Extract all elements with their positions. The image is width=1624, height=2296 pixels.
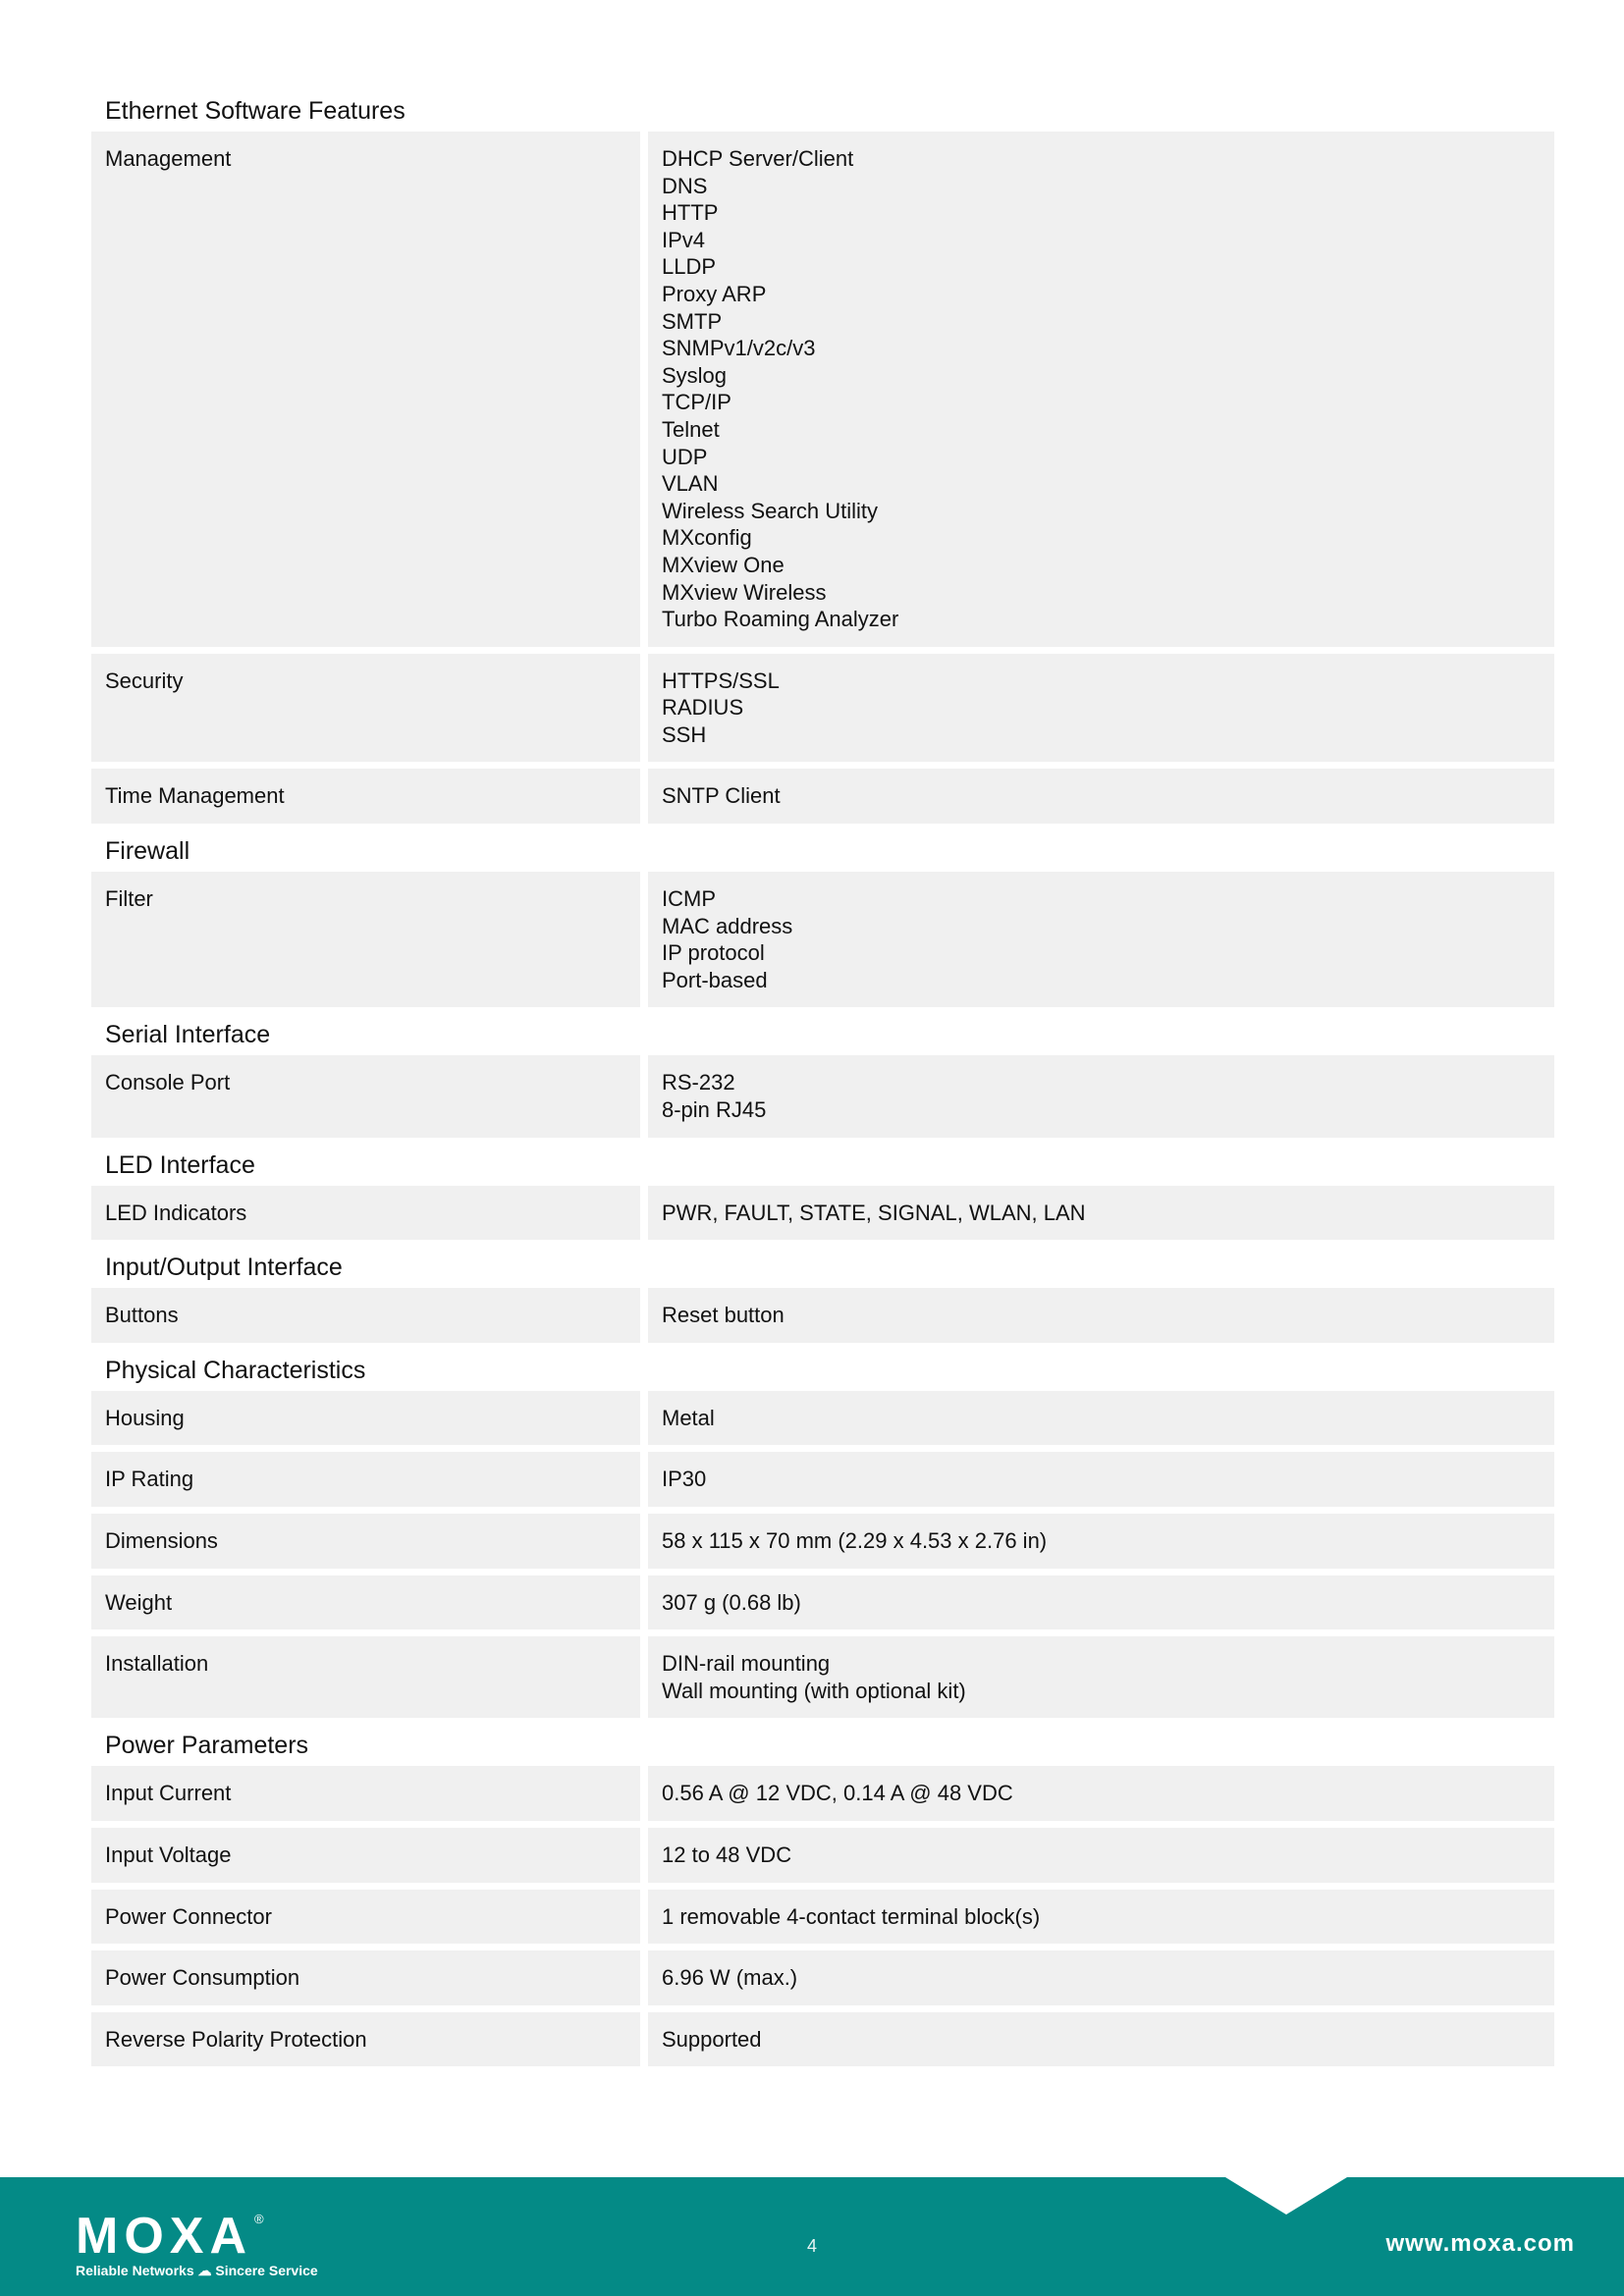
spec-row <box>91 654 1554 763</box>
spec-value <box>648 1288 1554 1343</box>
spec-value <box>648 1575 1554 1630</box>
spec-row <box>91 132 1554 647</box>
spec-row <box>91 1636 1554 1718</box>
spec-value-line: PWR, FAULT, STATE, SIGNAL, WLAN, LAN <box>662 1200 1086 1225</box>
page-footer <box>0 2177 1624 2296</box>
spec-value <box>648 769 1554 824</box>
spec-value-line: SNMPv1/v2c/v3 <box>662 336 816 361</box>
spec-label: Input Current <box>91 1766 640 1821</box>
spec-label: Management <box>91 132 640 647</box>
spec-row <box>91 872 1554 1007</box>
spec-row <box>91 1890 1554 1945</box>
website-link[interactable]: www.moxa.com <box>1385 2230 1575 2257</box>
spec-value-line: DHCP Server/Client <box>662 146 854 171</box>
spec-row <box>91 1950 1554 2005</box>
spec-label: Dimensions <box>91 1514 640 1569</box>
logo-wordmark: MOXA <box>76 2208 252 2265</box>
page-number: 4 <box>806 2236 817 2256</box>
spec-value-line: DNS <box>662 173 708 198</box>
spec-value <box>648 1950 1554 2005</box>
spec-value <box>648 2012 1554 2067</box>
spec-value-line: HTTPS/SSL <box>662 667 780 693</box>
spec-value-line: Turbo Roaming Analyzer <box>662 607 899 632</box>
spec-value-line: Reset button <box>662 1303 785 1328</box>
spec-label: Console Port <box>91 1055 640 1137</box>
spec-row <box>91 1391 1554 1446</box>
spec-value-line: UDP <box>662 444 708 469</box>
spec-value-line: LLDP <box>662 254 717 280</box>
spec-value-line: MAC address <box>662 913 793 938</box>
spec-label: Installation <box>91 1636 640 1718</box>
spec-value-line: DIN-rail mounting <box>662 1651 831 1677</box>
spec-value-line: Wireless Search Utility <box>662 498 879 523</box>
spec-value-line: RS-232 <box>662 1070 735 1095</box>
footer-notch <box>1225 2177 1347 2215</box>
spec-value-line: Telnet <box>662 416 720 442</box>
spec-label: Power Consumption <box>91 1950 640 2005</box>
moxa-logo <box>76 2208 318 2279</box>
spec-value <box>648 872 1554 1007</box>
spec-row <box>91 1766 1554 1821</box>
spec-value-line: IP30 <box>662 1467 707 1492</box>
section-title: Power Parameters <box>105 1732 309 1760</box>
spec-value-line: Metal <box>662 1405 715 1430</box>
spec-value <box>648 1186 1554 1241</box>
spec-row <box>91 769 1554 824</box>
spec-value <box>648 1452 1554 1507</box>
spec-value-line: SSH <box>662 721 707 747</box>
spec-label: Buttons <box>91 1288 640 1343</box>
spec-value-line: 307 g (0.68 lb) <box>662 1589 801 1615</box>
spec-value-line: MXconfig <box>662 525 752 551</box>
spec-value <box>648 1766 1554 1821</box>
spec-value-line: 0.56 A @ 12 VDC, 0.14 A @ 48 VDC <box>662 1781 1013 1806</box>
spec-label: Filter <box>91 872 640 1007</box>
spec-value-line: Supported <box>662 2026 762 2052</box>
spec-row <box>91 1452 1554 1507</box>
spec-value-line: 58 x 115 x 70 mm (2.29 x 4.53 x 2.76 in) <box>662 1528 1048 1553</box>
spec-row <box>91 2012 1554 2067</box>
spec-value <box>648 1391 1554 1446</box>
spec-row <box>91 1288 1554 1343</box>
spec-value-line: IPv4 <box>662 227 706 252</box>
spec-value-line: Port-based <box>662 967 768 992</box>
spec-label: Reverse Polarity Protection <box>91 2012 640 2067</box>
spec-row <box>91 1514 1554 1569</box>
spec-row <box>91 1186 1554 1241</box>
spec-value-line: HTTP <box>662 200 719 226</box>
section-title: Input/Output Interface <box>105 1254 343 1282</box>
spec-value <box>648 1514 1554 1569</box>
section-title: Physical Characteristics <box>105 1356 366 1384</box>
spec-value-line: 1 removable 4-contact terminal block(s) <box>662 1903 1041 1929</box>
spec-label: Power Connector <box>91 1890 640 1945</box>
spec-value <box>648 132 1554 647</box>
spec-value-line: 8-pin RJ45 <box>662 1097 767 1123</box>
logo-tagline: Reliable Networks ☁ Sincere Service <box>76 2263 318 2278</box>
logo-registered-mark: ® <box>254 2212 264 2226</box>
spec-value <box>648 1890 1554 1945</box>
spec-value-line: 6.96 W (max.) <box>662 1965 798 1991</box>
section-title: Serial Interface <box>105 1021 271 1049</box>
spec-label: Weight <box>91 1575 640 1630</box>
spec-label: Input Voltage <box>91 1828 640 1883</box>
spec-label: IP Rating <box>91 1452 640 1507</box>
spec-value-line: Syslog <box>662 362 728 388</box>
spec-row <box>91 1055 1554 1137</box>
spec-row <box>91 1828 1554 1883</box>
spec-row <box>91 1575 1554 1630</box>
spec-value-line: SNTP Client <box>662 783 781 809</box>
spec-sheet-content <box>91 90 1554 2073</box>
section-title: LED Interface <box>105 1150 255 1179</box>
spec-value-line: MXview One <box>662 552 785 577</box>
spec-value-line: RADIUS <box>662 695 744 721</box>
spec-label: Housing <box>91 1391 640 1446</box>
section-title: Ethernet Software Features <box>105 97 406 125</box>
spec-value <box>648 1636 1554 1718</box>
spec-value <box>648 1055 1554 1137</box>
spec-value-line: MXview Wireless <box>662 579 827 605</box>
spec-value-line: Wall mounting (with optional kit) <box>662 1678 966 1703</box>
spec-value-line: 12 to 48 VDC <box>662 1842 792 1867</box>
section-title: Firewall <box>105 837 190 866</box>
spec-value-line: TCP/IP <box>662 390 731 415</box>
spec-value-line: IP protocol <box>662 940 765 966</box>
spec-value <box>648 1828 1554 1883</box>
spec-value-line: SMTP <box>662 308 723 334</box>
spec-value-line: ICMP <box>662 886 716 912</box>
spec-value <box>648 654 1554 763</box>
spec-value-line: VLAN <box>662 471 719 497</box>
spec-label: Time Management <box>91 769 640 824</box>
spec-value-line: Proxy ARP <box>662 281 767 306</box>
spec-label: Security <box>91 654 640 763</box>
spec-label: LED Indicators <box>91 1186 640 1241</box>
